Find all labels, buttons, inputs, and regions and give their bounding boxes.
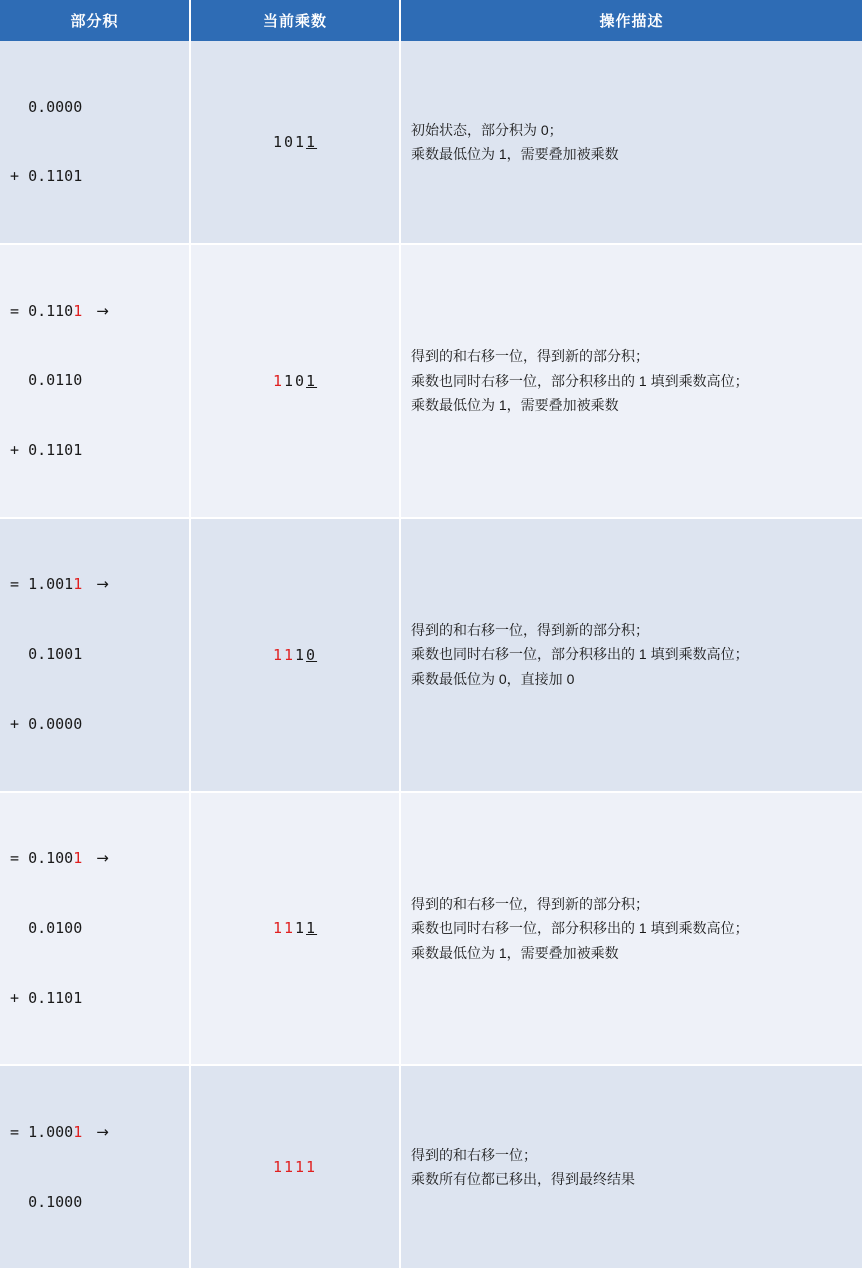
multiplier-high-bits: 101 bbox=[272, 133, 307, 151]
multiplier-low-bit: 0 bbox=[306, 645, 318, 664]
header-row bbox=[0, 0, 862, 41]
multiplier-cell bbox=[190, 792, 400, 1066]
description-line: 得到的和右移一位，得到新的部分积； bbox=[411, 895, 649, 912]
table-row bbox=[0, 1065, 862, 1269]
multiplier-cell bbox=[190, 244, 400, 518]
table-row bbox=[0, 792, 862, 1066]
partial-line: + 0.1101 bbox=[10, 167, 83, 186]
partial-line: = 1.0011 → bbox=[10, 573, 179, 596]
description-line: 乘数也同时右移一位，部分积移出的 1 填到乘数高位； bbox=[411, 646, 749, 663]
multiplier-filled-bits: 11 bbox=[272, 919, 295, 938]
partial-line: = 0.1101 → bbox=[10, 300, 179, 323]
multiplier-filled-bits: 1 bbox=[272, 371, 284, 390]
multiplier-high-bits: 10 bbox=[283, 371, 307, 390]
partial-product-cell bbox=[0, 41, 190, 244]
multiplier-low-bit: 1 bbox=[306, 133, 318, 151]
description-line: 乘数也同时右移一位，部分积移出的 1 填到乘数高位； bbox=[411, 920, 749, 937]
description-line: 得到的和右移一位； bbox=[411, 1146, 537, 1163]
description-line: 乘数最低位为 0，直接加 0 bbox=[411, 670, 575, 687]
shift-right-arrow-icon: → bbox=[96, 1122, 109, 1141]
partial-line: + 0.0000 bbox=[10, 714, 83, 733]
header-operation-description: 操作描述 bbox=[400, 0, 862, 41]
description-line: 得到的和右移一位，得到新的部分积； bbox=[411, 348, 649, 365]
partial-line: 0.0110 bbox=[28, 371, 83, 390]
partial-line: + 0.1101 bbox=[10, 988, 83, 1007]
description-line: 初始状态，部分积为 0； bbox=[411, 121, 563, 138]
multiplier-high-bits: 1 bbox=[295, 919, 307, 938]
partial-product-cell bbox=[0, 1065, 190, 1269]
header-partial-product: 部分积 bbox=[0, 0, 190, 41]
multiplier-low-bit: 1 bbox=[306, 919, 318, 938]
multiplier-cell bbox=[190, 518, 400, 792]
description-cell bbox=[400, 1065, 862, 1269]
partial-line: + 0.1101 bbox=[10, 441, 83, 459]
description-line: 乘数最低位为 1，需要叠加被乘数 bbox=[411, 397, 619, 414]
header-current-multiplier: 当前乘数 bbox=[190, 0, 400, 41]
multiplier-filled-bits: 1111 bbox=[272, 1158, 318, 1177]
table-row bbox=[0, 244, 862, 518]
table-header bbox=[0, 0, 862, 41]
partial-line: = 1.0001 → bbox=[10, 1121, 179, 1144]
shifted-out-bit: 1 bbox=[73, 301, 83, 320]
partial-product-cell bbox=[0, 792, 190, 1066]
description-cell bbox=[400, 792, 862, 1066]
description-line: 乘数最低位为 1，需要叠加被乘数 bbox=[411, 146, 619, 162]
partial-line: 0.1001 bbox=[28, 645, 83, 663]
shifted-out-bit: 1 bbox=[73, 849, 83, 867]
shift-right-arrow-icon: → bbox=[96, 301, 109, 320]
description-cell bbox=[400, 244, 862, 518]
table-body bbox=[0, 41, 862, 1269]
partial-line: 0.0000 bbox=[28, 97, 83, 116]
shifted-out-bit: 1 bbox=[73, 575, 83, 594]
multiplier-cell bbox=[190, 1065, 400, 1269]
description-cell bbox=[400, 41, 862, 244]
partial-line: 0.1000 bbox=[28, 1192, 83, 1211]
partial-line: = 0.1001 → bbox=[10, 847, 179, 870]
multiplier-low-bit: 1 bbox=[306, 371, 318, 390]
table-row bbox=[0, 41, 862, 244]
description-line: 乘数所有位都已移出，得到最终结果 bbox=[411, 1171, 635, 1188]
description-line: 得到的和右移一位，得到新的部分积； bbox=[411, 621, 649, 638]
multiplier-cell bbox=[190, 41, 400, 244]
multiplier-high-bits: 1 bbox=[295, 645, 307, 664]
partial-product-cell bbox=[0, 518, 190, 792]
multiplier-filled-bits: 11 bbox=[272, 645, 295, 664]
description-line: 乘数最低位为 1，需要叠加被乘数 bbox=[411, 944, 619, 961]
shifted-out-bit: 1 bbox=[73, 1122, 83, 1141]
shift-right-arrow-icon: → bbox=[96, 849, 109, 867]
description-line: 乘数也同时右移一位，部分积移出的 1 填到乘数高位； bbox=[411, 372, 749, 389]
table-row bbox=[0, 518, 862, 792]
partial-line: 0.0100 bbox=[28, 918, 83, 937]
description-cell bbox=[400, 518, 862, 792]
partial-product-cell bbox=[0, 244, 190, 518]
shift-right-arrow-icon: → bbox=[96, 575, 109, 594]
